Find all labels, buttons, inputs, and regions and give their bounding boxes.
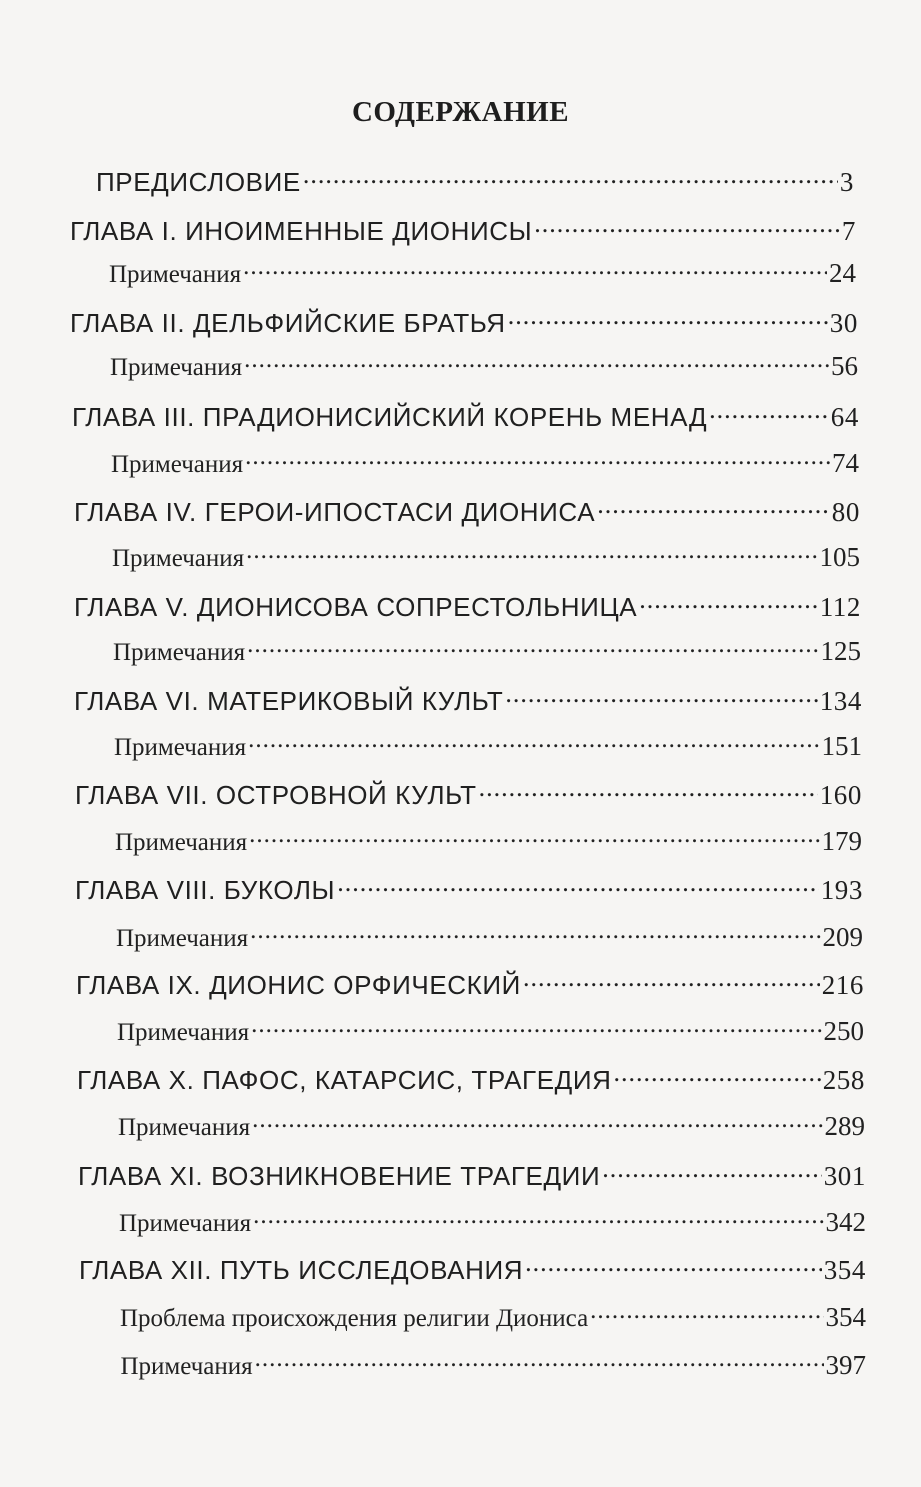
toc-subentry (121, 1349, 867, 1381)
toc-page-number: 354 (825, 1302, 866, 1332)
dot-leader (251, 1015, 821, 1040)
toc-page-number: 193 (820, 875, 863, 905)
dot-leader (250, 921, 820, 946)
toc-chapter-entry (96, 165, 854, 198)
toc-entry-label: ГЛАВА V. ДИОНИСОВА СОПРЕСТОЛЬНИЦА (74, 592, 638, 622)
toc-entry-label: ПРЕДИСЛОВИЕ (96, 167, 301, 197)
toc-page-number: 151 (821, 731, 862, 761)
toc-page-number: 56 (831, 351, 858, 381)
dot-leader (508, 306, 828, 332)
toc-chapter-entry (74, 684, 862, 717)
toc-chapter-entry (74, 590, 861, 623)
toc-chapter-entry (77, 1063, 865, 1096)
dot-leader (602, 1159, 821, 1185)
dot-leader (590, 1301, 823, 1326)
toc-page-number: 354 (823, 1255, 866, 1285)
dot-leader (525, 1253, 822, 1279)
dot-leader (534, 214, 840, 240)
toc-chapter-entry (74, 495, 860, 528)
toc-entry-label: Примечания (116, 925, 249, 952)
toc-entry-label: Примечания (118, 1114, 251, 1141)
toc-entry-label: ГЛАВА IV. ГЕРОИ-ИПОСТАСИ ДИОНИСА (74, 497, 596, 527)
toc-page-number: 258 (822, 1065, 865, 1095)
dot-leader (249, 825, 819, 850)
toc-entry-label: Примечания (119, 1210, 252, 1237)
toc-entry-label: ГЛАВА XI. ВОЗНИКНОВЕНИЕ ТРАГЕДИИ (78, 1161, 601, 1191)
dot-leader (248, 730, 819, 755)
toc-page-number: 64 (830, 402, 859, 432)
toc-page-number: 112 (819, 592, 861, 622)
dot-leader (252, 1110, 822, 1135)
toc-entry-label: ГЛАВА X. ПАФОС, КАТАРСИС, ТРАГЕДИЯ (77, 1065, 612, 1095)
toc-entry-label: ГЛАВА VI. МАТЕРИКОВЫЙ КУЛЬТ (74, 686, 504, 716)
toc-chapter-entry (70, 306, 858, 339)
toc-page-number: 216 (821, 970, 864, 1000)
toc-entry-label: Примечания (110, 354, 243, 381)
dot-leader (614, 1063, 821, 1089)
toc-subentry (115, 825, 862, 857)
toc-page-number: 134 (819, 686, 862, 716)
toc-chapter-entry (75, 778, 862, 811)
toc-page-number: 160 (819, 780, 862, 810)
toc-entry-label: ГЛАВА III. ПРАДИОНИСИЙСКИЙ КОРЕНЬ МЕНАД (72, 402, 708, 432)
toc-subentry (116, 921, 863, 953)
dot-leader (597, 495, 830, 521)
dot-leader (337, 873, 819, 899)
dot-leader (303, 165, 838, 191)
toc-subentry (114, 730, 862, 762)
dot-leader (523, 968, 820, 994)
toc-subentry (113, 635, 861, 667)
dot-leader (253, 1206, 823, 1231)
dot-leader (245, 447, 830, 472)
toc-entry-label: Примечания (109, 261, 242, 288)
toc-page-number: 3 (839, 167, 854, 197)
dot-leader (709, 400, 829, 426)
toc-chapter-entry (75, 873, 863, 906)
toc-subentry (109, 257, 856, 289)
toc-page-number: 30 (829, 308, 858, 338)
toc-entry-label: ГЛАВА I. ИНОИМЕННЫЕ ДИОНИСЫ (70, 216, 533, 246)
toc-page-number: 24 (829, 258, 856, 288)
toc-page-number: 7 (841, 216, 856, 246)
toc-entry-label: Примечания (117, 1019, 250, 1046)
toc-chapter-entry (76, 968, 864, 1001)
toc-chapter-entry (72, 400, 859, 433)
toc-page-number: 179 (821, 826, 862, 856)
toc-entry-label: Примечания (113, 639, 246, 666)
toc-subentry (117, 1015, 864, 1047)
toc-subentry (120, 1301, 866, 1333)
toc-page-number: 301 (823, 1161, 866, 1191)
dot-leader (243, 257, 827, 282)
toc-entry-label: ГЛАВА VII. ОСТРОВНОЙ КУЛЬТ (75, 780, 477, 810)
toc-subentry (112, 541, 860, 573)
dot-leader (244, 350, 829, 375)
toc-subentry (111, 447, 859, 479)
toc-page-number: 125 (820, 636, 861, 666)
toc-page-number: 289 (824, 1111, 865, 1141)
toc-page-number: 397 (825, 1350, 866, 1380)
toc-chapter-entry (70, 214, 856, 247)
toc-entry-label: ГЛАВА XII. ПУТЬ ИССЛЕДОВАНИЯ (79, 1255, 524, 1285)
dot-leader (639, 590, 817, 616)
dot-leader (479, 778, 818, 804)
toc-subentry (110, 350, 858, 382)
toc-page-number: 105 (819, 542, 860, 572)
dot-leader (247, 635, 818, 660)
toc-page-number: 74 (832, 448, 859, 478)
toc-subentry (119, 1206, 866, 1238)
toc-page-number: 209 (822, 922, 863, 952)
toc-page-number: 80 (831, 497, 860, 527)
dot-leader (246, 541, 817, 566)
toc-chapter-entry (79, 1253, 866, 1286)
dot-leader (255, 1349, 824, 1374)
toc-chapter-entry (78, 1159, 866, 1192)
toc-entry-label: Примечания (115, 829, 248, 856)
toc-entry-label: Проблема происхождения религии Диониса (120, 1305, 589, 1332)
toc-entry-label: ГЛАВА II. ДЕЛЬФИЙСКИЕ БРАТЬЯ (70, 308, 506, 338)
toc-entry-label: ГЛАВА VIII. БУКОЛЫ (75, 875, 336, 905)
toc-entry-label: Примечания (112, 545, 245, 572)
toc-entry-label: ГЛАВА IX. ДИОНИС ОРФИЧЕСКИЙ (76, 970, 521, 1000)
page-title: СОДЕРЖАНИЕ (351, 96, 570, 128)
toc-entry-label: Примечания (114, 734, 247, 761)
toc-page-number: 342 (825, 1207, 866, 1237)
dot-leader (505, 684, 817, 710)
toc-entry-label: Примечания (120, 1353, 253, 1380)
toc-entry-label: Примечания (111, 451, 244, 478)
toc-page-number: 250 (823, 1016, 864, 1046)
toc-subentry (118, 1110, 865, 1142)
